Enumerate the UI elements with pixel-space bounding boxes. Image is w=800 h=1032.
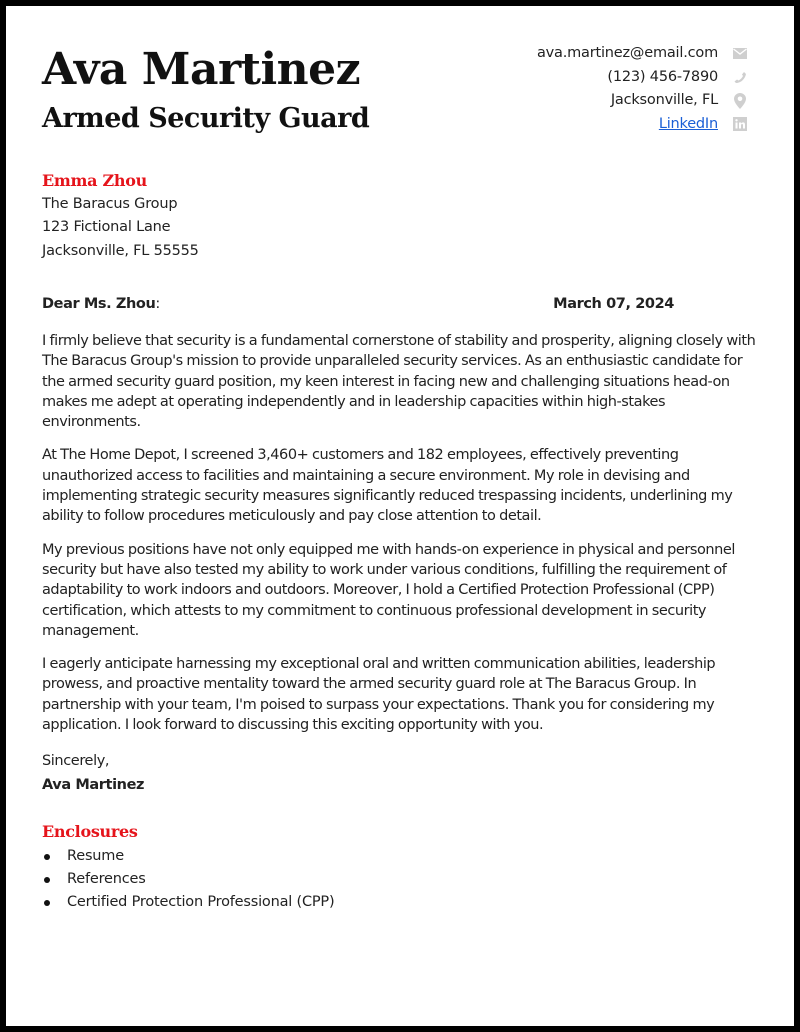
letter-body: [42, 331, 762, 748]
contact-email-row: [537, 42, 748, 66]
contact-linkedin-row: [537, 113, 748, 137]
closing-block: [42, 753, 144, 793]
recipient-name: Emma Zhou: [42, 171, 147, 190]
contact-email: ava.martinez@email.com: [536, 45, 718, 61]
contact-location: Jacksonville, FL: [610, 92, 718, 108]
phone-icon: [732, 69, 748, 85]
cover-letter-page: [6, 6, 794, 1026]
bullet-icon: [44, 900, 50, 906]
signature-name: Ava Martinez: [42, 777, 145, 793]
list-item: [42, 845, 334, 868]
body-paragraph: I eagerly anticipate harnessing my exceptional oral and written communication abilities, leadership prowess, and proactive mentality toward the armed security guard role at The Baracus Group. In partnership with your team, I'm poised to surpass your expectations. Thank you for considering my application. I look forward to discussing this exciting opportunity with you.: [42, 656, 716, 734]
enclosures-list: [42, 845, 334, 914]
recipient-street: 123 Fictional Lane: [42, 219, 171, 235]
recipient-company: The Baracus Group: [42, 195, 178, 212]
bullet-icon: [44, 877, 50, 883]
linkedin-icon: [732, 116, 748, 132]
body-paragraph: I firmly believe that security is a fundamental cornerstone of stability and prosperity, aligning closely with The Baracus Group's mission to provide unparalleled security services. As an enthusiastic candidate for the armed security guard position, my keen interest in facing new and challenging situations head-on makes me adept at operating independently and in leadership capacities within high-stakes environments.: [42, 333, 756, 431]
applicant-name: Ava Martinez: [42, 44, 361, 95]
contact-phone-row: [537, 66, 748, 90]
enclosures-heading: Enclosures: [42, 822, 138, 841]
linkedin-link[interactable]: LinkedIn: [658, 115, 718, 132]
bullet-icon: [44, 854, 50, 860]
envelope-icon: [732, 46, 748, 62]
recipient-city: Jacksonville, FL 55555: [42, 242, 199, 259]
salutation: [42, 296, 160, 312]
contact-block: [537, 42, 748, 136]
closing-text: Sincerely,: [42, 753, 110, 769]
enclosure-label: Certified Protection Professional (CPP): [67, 894, 335, 910]
enclosures-section: [42, 822, 334, 914]
letter-date: March 07, 2024: [553, 296, 674, 312]
enclosure-label: References: [67, 871, 146, 887]
applicant-title: Armed Security Guard: [42, 103, 370, 134]
recipient-block: [42, 169, 199, 263]
salutation-text: Dear Ms. Zhou: [42, 296, 156, 312]
body-paragraph: My previous positions have not only equipped me with hands-on experience in physical and personnel security but have also tested my ability to work under various conditions, fulfilling the requirement of adaptability to work indoors and outdoors. Moreover, I hold a Certified Protection Professional (CPP) certification, which attests to my commitment to continuous professional development in security management.: [42, 541, 735, 639]
salutation-row: [42, 296, 674, 312]
contact-phone: (123) 456-7890: [607, 68, 718, 85]
map-pin-icon: [732, 93, 748, 109]
contact-location-row: [537, 89, 748, 113]
body-paragraph: At The Home Depot, I screened 3,460+ customers and 182 employees, effectively preventing unauthorized access to facilities and maintaining a secure environment. My role in devising and implementing strategic security measures significantly reduced trespassing incidents, underlining my ability to follow procedures meticulously and pay close attention to detail.: [42, 447, 733, 525]
enclosure-label: Resume: [67, 848, 124, 864]
salutation-colon: :: [155, 296, 160, 312]
list-item: [42, 891, 334, 914]
list-item: [42, 868, 334, 891]
